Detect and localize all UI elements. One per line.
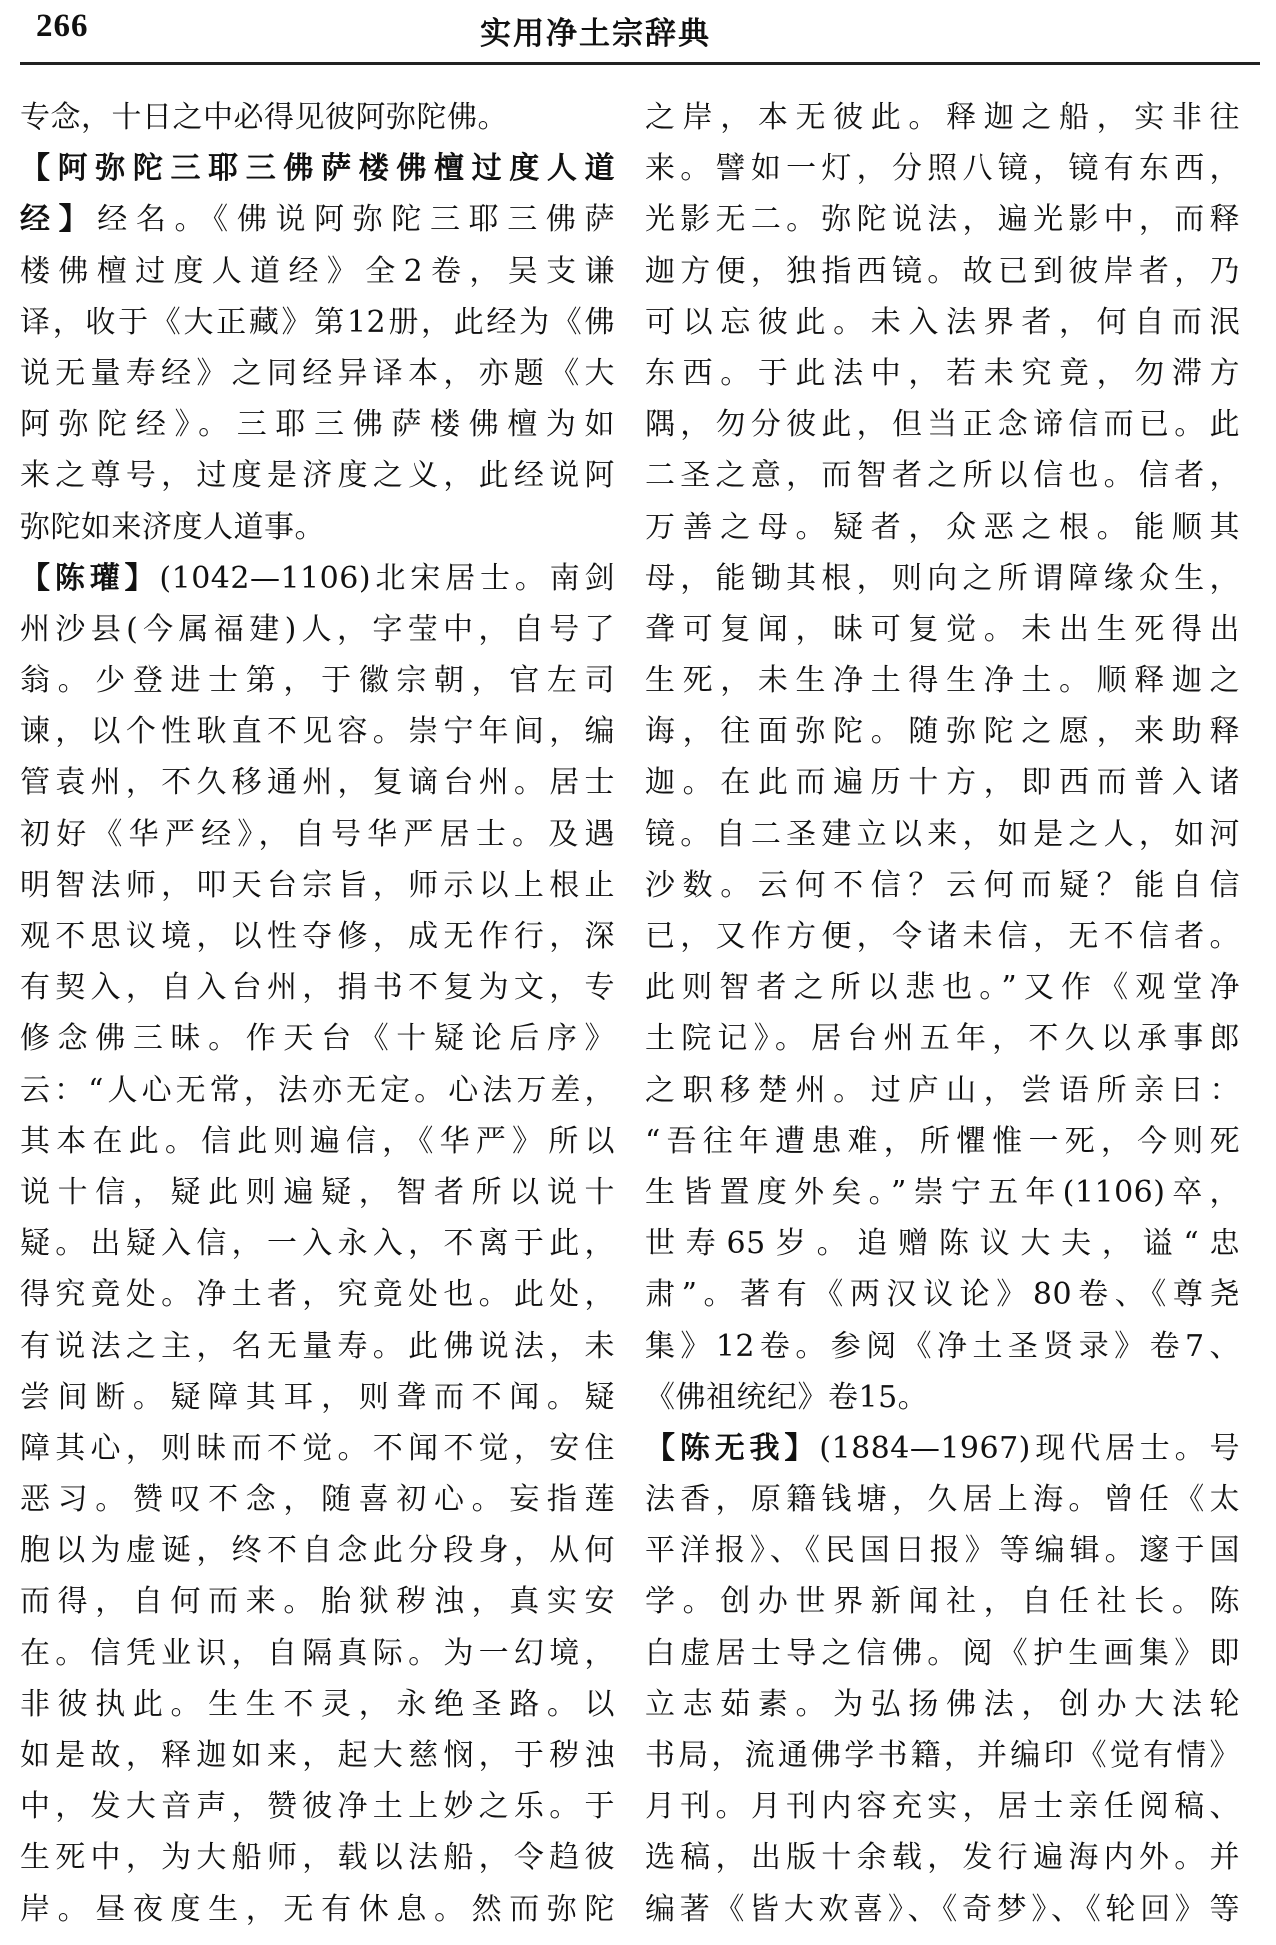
- body-text: 白虚居士导之信佛。阅《护生画集》即: [645, 1635, 1240, 1671]
- body-text: 此则智者之所以悲也。”又作《观堂净: [645, 970, 1240, 1006]
- entry-headword: 【阿弥陀三耶三佛萨楼佛檀过度人道: [20, 151, 615, 187]
- body-text: 编著《皆大欢喜》、《奇梦》、《轮回》等: [645, 1891, 1240, 1927]
- text-line: [645, 1832, 1240, 1883]
- body-text: 迦方便，独指西镜。故已到彼岸者，乃: [645, 253, 1240, 289]
- text-line: [645, 246, 1240, 297]
- text-line: [645, 1628, 1240, 1679]
- text-line: [20, 962, 615, 1013]
- body-text: 修念佛三昧。作天台《十疑论后序》: [20, 1021, 615, 1057]
- text-line: [20, 1065, 615, 1116]
- text-line: [645, 502, 1240, 553]
- body-text: 管袁州，不久移通州，复谪台州。居士: [20, 765, 615, 801]
- text-line: [20, 757, 615, 808]
- body-text: 州沙县(今属福建)人，字莹中，自号了: [20, 611, 615, 647]
- entry-headword: 【陈瓘】: [20, 560, 160, 596]
- body-text: 经名。《佛说阿弥陀三耶三佛萨: [97, 202, 615, 238]
- text-line: [20, 604, 615, 655]
- text-line: [20, 1116, 615, 1167]
- text-line: [645, 399, 1240, 450]
- body-text: 有契入，自入台州，捐书不复为文，专: [20, 970, 615, 1006]
- text-line: [20, 1884, 615, 1932]
- text-line: [645, 92, 1240, 143]
- body-text: 观不思议境，以性夺修，成无作行，深: [20, 919, 615, 954]
- text-line: [645, 911, 1240, 962]
- body-text: 生死中，为大船师，载以法船，令趋彼: [20, 1840, 615, 1876]
- header-rule: [20, 62, 1260, 65]
- body-text: (1884—1967)现代居士。号: [819, 1430, 1240, 1466]
- text-line: [645, 1781, 1240, 1832]
- body-text: 二圣之意，而智者之所以信也。信者，: [645, 458, 1240, 494]
- body-text: 楼佛檀过度人道经》全2卷，吴支谦: [20, 253, 615, 289]
- text-line: [645, 962, 1240, 1013]
- body-text: 集》12卷。参阅《净土圣贤录》卷7、: [645, 1328, 1240, 1364]
- body-text: 专念，十日之中必得见彼阿弥陀佛。: [20, 100, 508, 135]
- text-line: [20, 450, 615, 501]
- text-line: [20, 1781, 615, 1832]
- body-text: 生皆置度外矣。”崇宁五年(1106)卒，: [645, 1174, 1240, 1210]
- body-text: 谏，以个性耿直不见容。崇宁年间，编: [20, 714, 615, 750]
- text-line: [20, 860, 615, 911]
- text-line: [20, 1628, 615, 1679]
- text-line: [20, 1474, 615, 1525]
- text-line: [645, 348, 1240, 399]
- body-text: 已，又作方便，令诸未信，无不信者。: [645, 919, 1240, 954]
- body-text: “吾往年遭患难，所懼惟一死，今则死: [645, 1123, 1240, 1159]
- body-text: 之职移楚州。过庐山，尝语所亲曰：: [645, 1072, 1240, 1108]
- body-text: 说十信，疑此则遍疑，智者所以说十: [20, 1174, 615, 1210]
- body-text: 其本在此。信此则遍信，《华严》所以: [20, 1123, 615, 1159]
- body-text: 说无量寿经》之同经异译本，亦题《大: [20, 355, 615, 391]
- text-line: [645, 194, 1240, 245]
- text-line: [20, 143, 615, 194]
- book-title: 实用净土宗辞典: [480, 16, 711, 52]
- text-line: [20, 399, 615, 450]
- text-line: [645, 1218, 1240, 1269]
- text-line: [20, 1679, 615, 1730]
- text-line: [645, 1576, 1240, 1627]
- text-line: [20, 1372, 615, 1423]
- body-text: 万善之母。疑者，众恶之根。能顺其: [645, 509, 1240, 545]
- text-line: [645, 604, 1240, 655]
- text-line: [645, 1116, 1240, 1167]
- text-line: [645, 809, 1240, 860]
- text-line: [20, 706, 615, 757]
- text-line: [20, 911, 615, 962]
- body-text: 选稿，出版十余载，发行遍海内外。并: [645, 1840, 1240, 1876]
- body-text: 弥陀如来济度人道事。: [20, 509, 325, 545]
- text-line: [20, 1423, 615, 1474]
- body-text: 恶习。赞叹不念，随喜初心。妄指莲: [20, 1482, 615, 1518]
- text-line: [20, 502, 615, 553]
- text-line: [20, 1832, 615, 1883]
- body-text: 尝间断。疑障其耳，则聋而不闻。疑: [20, 1379, 615, 1415]
- body-text: 而得，自何而来。胎狱秽浊，真实安: [20, 1584, 615, 1620]
- body-text: (1042—1106)北宋居士。南剑: [159, 560, 615, 596]
- body-text: 初好《华严经》，自号华严居士。及遇: [20, 816, 615, 852]
- body-text: 中，发大音声，赞彼净土上妙之乐。于: [20, 1789, 615, 1825]
- body-text: 来之尊号，过度是济度之义，此经说阿: [20, 458, 615, 494]
- body-text: 译，收于《大正藏》第12册，此经为《佛: [20, 304, 615, 340]
- body-text: 有说法之主，名无量寿。此佛说法，未: [20, 1328, 615, 1364]
- text-line: [645, 1321, 1240, 1372]
- body-text: 之岸，本无彼此。释迦之船，实非往: [645, 100, 1240, 135]
- body-text: 东西。于此法中，若未究竟，勿滞方: [645, 355, 1240, 391]
- page-number: 266: [36, 8, 89, 44]
- body-text: 可以忘彼此。未入法界者，何自而泯: [645, 304, 1240, 340]
- body-text: 肃”。著有《两汉议论》80卷、《尊尧: [645, 1277, 1240, 1313]
- body-text: 来。譬如一灯，分照八镜，镜有东西，: [645, 151, 1240, 187]
- body-text: 沙数。云何不信？云何而疑？能自信: [645, 867, 1240, 903]
- text-line: [645, 1013, 1240, 1064]
- text-line: [645, 553, 1240, 604]
- text-line: [20, 246, 615, 297]
- text-line: [20, 348, 615, 399]
- body-text: 得究竟处。净土者，究竟处也。此处，: [20, 1277, 615, 1313]
- text-line: [20, 194, 615, 245]
- body-text: 生死，未生净土得生净土。顺释迦之: [645, 663, 1240, 699]
- body-text: 镜。自二圣建立以来，如是之人，如河: [645, 816, 1240, 852]
- body-text: 《佛祖统纪》卷15。: [645, 1379, 929, 1415]
- text-line: [645, 1679, 1240, 1730]
- text-line: [20, 553, 615, 604]
- body-text: 隅，勿分彼此，但当正念谛信而已。此: [645, 407, 1240, 443]
- body-text: 岸。昼夜度生，无有休息。然而弥陀: [20, 1891, 615, 1927]
- body-text: 世寿65岁。追赠陈议大夫，谥“忠: [645, 1226, 1240, 1262]
- text-line: [645, 143, 1240, 194]
- body-text: 迦。在此而遍历十方，即西而普入诸: [645, 765, 1240, 801]
- text-line: [645, 450, 1240, 501]
- text-line: [20, 1525, 615, 1576]
- text-line: [645, 757, 1240, 808]
- left-column: [20, 92, 615, 1932]
- text-line: [20, 92, 615, 143]
- body-text: 土院记》。居台州五年，不久以承事郎: [645, 1021, 1240, 1057]
- body-text: 疑。出疑入信，一入永入，不离于此，: [20, 1226, 615, 1262]
- text-line: [20, 1167, 615, 1218]
- body-text: 学。创办世界新闻社，自任社长。陈: [645, 1584, 1240, 1620]
- body-text: 诲，往面弥陀。随弥陀之愿，来助释: [645, 714, 1240, 750]
- text-line: [645, 655, 1240, 706]
- text-line: [20, 1730, 615, 1781]
- text-line: [645, 1167, 1240, 1218]
- text-line: [645, 297, 1240, 348]
- body-text: 明智法师，叩天台宗旨，师示以上根止: [20, 867, 615, 903]
- body-text: 翁。少登进士第，于徽宗朝，官左司: [20, 663, 615, 699]
- text-line: [20, 297, 615, 348]
- text-line: [645, 860, 1240, 911]
- page-header: [0, 0, 1276, 62]
- body-text: 月刊。月刊内容充实，居士亲任阅稿、: [645, 1789, 1240, 1825]
- body-text: 母，能锄其根，则向之所谓障缘众生，: [645, 560, 1240, 596]
- text-line: [645, 706, 1240, 757]
- entry-headword: 经】: [20, 202, 98, 238]
- text-line: [645, 1269, 1240, 1320]
- text-line: [20, 1576, 615, 1627]
- text-line: [20, 1013, 615, 1064]
- text-line: [20, 1321, 615, 1372]
- body-text: 阿弥陀经》。三耶三佛萨楼佛檀为如: [20, 407, 615, 443]
- text-line: [645, 1065, 1240, 1116]
- body-text: 在。信凭业识，自隔真际。为一幻境，: [20, 1635, 615, 1671]
- body-text: 光影无二。弥陀说法，遍光影中，而释: [645, 202, 1240, 238]
- text-line: [20, 1269, 615, 1320]
- text-line: [645, 1372, 1240, 1423]
- right-column: [645, 92, 1240, 1932]
- text-line: [20, 1218, 615, 1269]
- body-text: 云：“人心无常，法亦无定。心法万差，: [20, 1072, 615, 1108]
- text-line: [20, 655, 615, 706]
- body-text: 法香，原籍钱塘，久居上海。曾任《太: [645, 1482, 1240, 1518]
- entry-headword: 【陈无我】: [645, 1430, 820, 1466]
- text-line: [645, 1423, 1240, 1474]
- text-line: [645, 1474, 1240, 1525]
- body-text: 胞以为虚诞，终不自念此分段身，从何: [20, 1533, 615, 1569]
- text-line: [20, 809, 615, 860]
- body-text: 立志茹素。为弘扬佛法，创办大法轮: [645, 1686, 1240, 1722]
- body-text: 聋可复闻，昧可复觉。未出生死得出: [645, 611, 1240, 647]
- body-text: 书局，流通佛学书籍，并编印《觉有情》: [645, 1738, 1240, 1773]
- body-text: 非彼执此。生生不灵，永绝圣路。以: [20, 1686, 615, 1722]
- text-line: [645, 1884, 1240, 1932]
- body-text: 如是故，释迦如来，起大慈悯，于秽浊: [20, 1738, 615, 1773]
- body-text: 平洋报》、《民国日报》等编辑。邃于国: [645, 1533, 1240, 1569]
- text-line: [645, 1730, 1240, 1781]
- body-text: 障其心，则昧而不觉。不闻不觉，安住: [20, 1430, 615, 1466]
- text-line: [645, 1525, 1240, 1576]
